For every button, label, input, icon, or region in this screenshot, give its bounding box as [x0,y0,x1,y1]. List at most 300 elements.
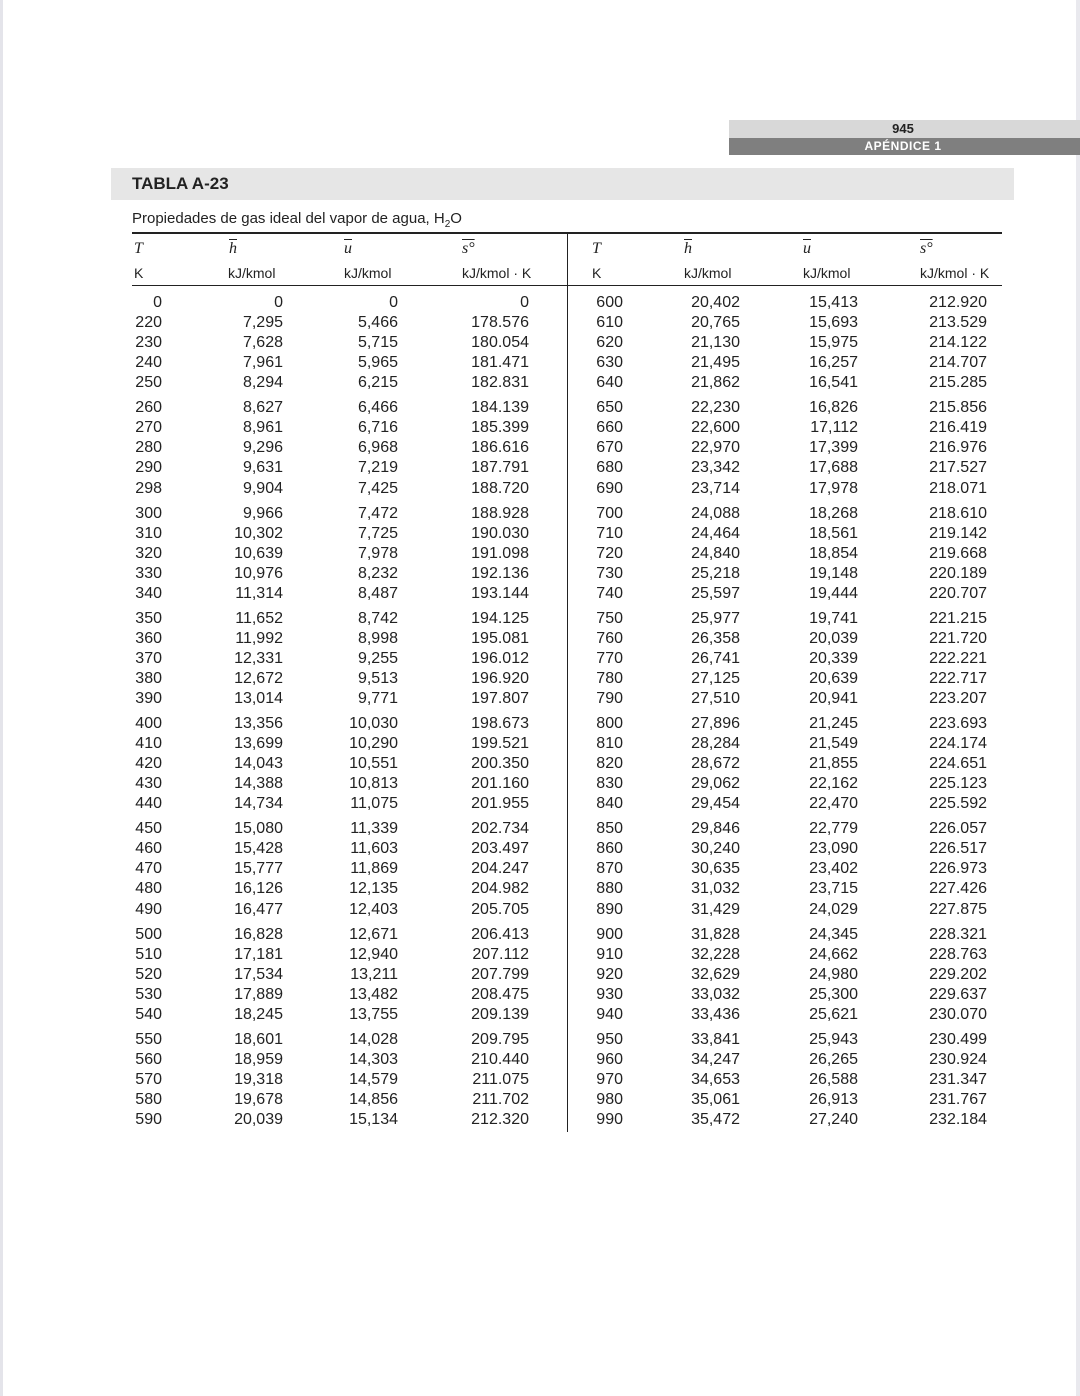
left-internal-energy-cell: 6,716 [357,419,398,437]
left-internal-energy-cell: 13,211 [350,965,398,983]
right-temperature-cell: 630 [596,354,623,372]
left-temperature-cell: 390 [135,690,162,707]
left-temperature-cell: 570 [135,1070,162,1088]
left-enthalpy-cell: 11,652 [235,609,283,627]
right-enthalpy-cell: 23,714 [691,479,740,497]
right-temperature-cell: 960 [596,1050,623,1068]
right-entropy-cell: 228.763 [929,945,987,963]
right-entropy-cell: 213.529 [929,314,987,332]
left-internal-energy-cell: 8,742 [357,609,398,627]
left-internal-energy-cell: 10,290 [349,735,398,752]
right-entropy-cell: 229.202 [929,965,987,983]
left-enthalpy-cell: 8,627 [242,399,283,417]
right-enthalpy-cell: 32,629 [691,965,740,983]
right-enthalpy-cell: 20,402 [691,294,740,311]
right-enthalpy-cell: 21,130 [691,334,740,352]
right-temperature-cell: 970 [596,1070,623,1088]
left-temperature-cell: 370 [135,649,162,667]
left-entropy-cell: 178.576 [471,314,529,332]
left-enthalpy-cell: 9,904 [242,479,283,497]
right-internal-energy-cell: 19,741 [809,609,858,627]
right-internal-energy-cell: 25,943 [809,1030,858,1048]
header-symbol-s: s° [462,240,475,257]
left-internal-energy-cell: 10,813 [349,775,398,793]
left-temperature-cell: 410 [135,735,162,752]
right-entropy-cell: 222.717 [929,669,987,687]
left-entropy-cell: 180.054 [471,334,529,352]
right-enthalpy-cell: 29,062 [691,775,740,793]
right-enthalpy-cell: 30,240 [691,840,740,858]
right-temperature-cell: 820 [596,755,623,773]
left-enthalpy-cell: 19,678 [234,1090,283,1108]
left-temperature-cell: 270 [135,419,162,437]
left-enthalpy-cell: 16,126 [234,880,283,898]
left-entropy-cell: 210.440 [471,1050,529,1068]
right-internal-energy-cell: 17,112 [810,419,858,437]
left-internal-energy-cell: 5,965 [357,354,398,372]
right-temperature-cell: 690 [596,479,623,497]
right-entropy-cell: 224.651 [929,755,987,773]
right-temperature-cell: 720 [596,544,623,562]
left-internal-energy-cell: 9,513 [357,669,398,687]
right-enthalpy-cell: 25,218 [691,564,740,582]
left-temperature-cell: 230 [135,334,162,352]
left-temperature-cell: 460 [135,840,162,858]
left-internal-energy-cell: 15,134 [349,1111,398,1128]
table-caption [132,210,462,230]
left-entropy-cell: 0 [520,294,529,311]
right-internal-energy-cell: 23,715 [809,880,858,898]
left-entropy-cell: 196.920 [471,669,529,687]
right-entropy-cell: 212.920 [929,294,987,311]
left-entropy-cell: 201.160 [471,775,529,793]
left-temperature-cell: 490 [135,900,162,918]
right-internal-energy-cell: 20,339 [809,649,858,667]
left-internal-energy-cell: 11,603 [350,840,398,858]
left-internal-energy-cell: 5,715 [357,334,398,352]
right-temperature-cell: 930 [596,985,623,1003]
left-temperature-cell: 510 [135,945,162,963]
right-temperature-cell: 870 [596,860,623,878]
right-enthalpy-cell: 26,741 [691,649,740,667]
right-entropy-cell: 230.499 [929,1030,987,1048]
right-enthalpy-cell: 22,970 [691,439,740,457]
header-symbol-u-right: $\overline{u}$ [803,240,811,257]
right-internal-energy-cell: 20,941 [809,690,858,707]
left-entropy-cell: 190.030 [471,524,529,542]
header-unit-s-right: kJ/kmol · K [920,265,990,281]
right-entropy-cell: 230.070 [929,1005,987,1023]
left-temperature-cell: 500 [135,925,162,943]
left-enthalpy-cell: 10,976 [234,564,283,582]
left-internal-energy-cell: 9,771 [357,690,398,707]
right-temperature-cell: 750 [596,609,623,627]
right-entropy-cell: 219.668 [929,544,987,562]
caption-subscript: 2 [444,219,451,230]
left-internal-energy-cell: 12,671 [349,925,398,943]
left-enthalpy-cell: 16,828 [234,925,283,943]
right-entropy-cell: 230.924 [929,1050,987,1068]
right-enthalpy-cell: 29,454 [691,795,740,813]
header-unit-h-right: kJ/kmol [684,265,732,281]
left-entropy-cell: 208.475 [471,985,529,1003]
left-temperature-cell: 380 [135,669,162,687]
left-enthalpy-cell: 15,080 [234,820,283,838]
right-entropy-cell: 216.419 [929,419,987,437]
right-enthalpy-cell: 33,032 [691,985,740,1003]
right-enthalpy-cell: 34,653 [691,1070,740,1088]
left-entropy-cell: 193.144 [471,584,529,602]
right-enthalpy-cell: 21,495 [691,354,740,372]
right-temperature-cell: 780 [596,669,623,687]
right-enthalpy-cell: 28,672 [691,755,740,773]
right-internal-energy-cell: 18,854 [809,544,858,562]
right-temperature-cell: 710 [596,524,623,542]
left-entropy-cell: 195.081 [471,629,529,647]
left-enthalpy-cell: 9,966 [242,504,283,522]
right-internal-energy-cell: 21,549 [809,735,858,752]
left-internal-energy-cell: 11,339 [350,820,398,838]
left-enthalpy-cell: 7,961 [242,354,283,372]
right-temperature-cell: 900 [596,925,623,943]
left-entropy-cell: 211.075 [472,1070,529,1088]
right-enthalpy-cell: 34,247 [691,1050,740,1068]
left-enthalpy-cell: 18,959 [234,1050,283,1068]
left-enthalpy-cell: 14,388 [234,775,283,793]
right-internal-energy-cell: 24,345 [809,925,858,943]
right-temperature-cell: 940 [596,1005,623,1023]
left-entropy-cell: 188.720 [471,479,529,497]
header-symbol-t: T [134,240,143,257]
left-entropy-cell: 205.705 [471,900,529,918]
right-temperature-cell: 730 [596,564,623,582]
right-internal-energy-cell: 15,693 [809,314,858,332]
right-internal-energy-cell: 23,402 [809,860,858,878]
left-internal-energy-cell: 7,725 [357,524,398,542]
left-entropy-cell: 212.320 [471,1111,529,1128]
right-enthalpy-cell: 22,230 [691,399,740,417]
right-enthalpy-cell: 31,429 [691,900,740,918]
right-internal-energy-cell: 19,148 [809,564,858,582]
right-internal-energy-cell: 17,688 [809,459,858,477]
right-enthalpy-cell: 20,765 [691,314,740,332]
right-temperature-cell: 700 [596,504,623,522]
right-temperature-cell: 620 [596,334,623,352]
left-entropy-cell: 192.136 [471,564,529,582]
left-internal-energy-cell: 13,755 [349,1005,398,1023]
right-temperature-cell: 810 [596,735,623,752]
left-temperature-cell: 320 [135,544,162,562]
caption-text: Propiedades de gas ideal del vapor de agua, H [132,210,445,227]
right-internal-energy-cell: 16,541 [809,374,858,392]
left-temperature-cell: 480 [135,880,162,898]
left-internal-energy-cell: 10,030 [349,715,398,732]
left-entropy-cell: 209.795 [471,1030,529,1048]
right-temperature-cell: 840 [596,795,623,813]
right-temperature-cell: 910 [596,945,623,963]
page-edge-left [0,0,3,1396]
left-temperature-cell: 420 [135,755,162,773]
left-internal-energy-cell: 12,940 [349,945,398,963]
right-internal-energy-cell: 19,444 [809,584,858,602]
left-enthalpy-cell: 11,314 [235,584,283,602]
left-temperature-cell: 340 [135,584,162,602]
right-temperature-cell: 830 [596,775,623,793]
left-temperature-cell: 540 [135,1005,162,1023]
right-temperature-cell: 600 [596,294,623,311]
left-entropy-cell: 204.247 [471,860,529,878]
right-internal-energy-cell: 18,561 [809,524,858,542]
appendix-label: APÉNDICE 1 [864,139,942,153]
left-temperature-cell: 400 [135,715,162,732]
left-entropy-cell: 191.098 [471,544,529,562]
left-entropy-cell: 196.012 [471,649,529,667]
left-entropy-cell: 211.702 [472,1090,529,1108]
left-temperature-cell: 360 [135,629,162,647]
header-symbol-u: $\overline{u}$ [344,240,352,257]
right-temperature-cell: 980 [596,1090,623,1108]
right-internal-energy-cell: 24,980 [809,965,858,983]
left-internal-energy-cell: 6,215 [357,374,398,392]
header-symbol-h-right: $\overline{h}$ [684,240,692,257]
left-entropy-cell: 181.471 [471,354,529,372]
right-entropy-cell: 214.707 [929,354,987,372]
left-enthalpy-cell: 17,889 [234,985,283,1003]
header-unit-h: kJ/kmol [228,265,276,281]
left-temperature-cell: 260 [135,399,162,417]
left-internal-energy-cell: 12,403 [349,900,398,918]
right-entropy-cell: 217.527 [929,459,987,477]
left-enthalpy-cell: 19,318 [234,1070,283,1088]
right-enthalpy-cell: 31,032 [691,880,740,898]
right-temperature-cell: 950 [596,1030,623,1048]
left-entropy-cell: 203.497 [471,840,529,858]
right-internal-energy-cell: 22,162 [809,775,858,793]
right-enthalpy-cell: 24,088 [691,504,740,522]
right-enthalpy-cell: 35,472 [691,1111,740,1128]
left-enthalpy-cell: 8,961 [242,419,283,437]
right-enthalpy-cell: 30,635 [691,860,740,878]
left-temperature-cell: 240 [135,354,162,372]
left-entropy-cell: 209.139 [471,1005,529,1023]
left-internal-energy-cell: 0 [389,294,398,311]
left-enthalpy-cell: 14,043 [234,755,283,773]
left-temperature-cell: 280 [135,439,162,457]
right-enthalpy-cell: 26,358 [691,629,740,647]
header-unit-u: kJ/kmol [344,265,392,281]
left-temperature-cell: 470 [135,860,162,878]
right-enthalpy-cell: 32,228 [691,945,740,963]
left-enthalpy-cell: 13,356 [234,715,283,732]
left-temperature-cell: 550 [135,1030,162,1048]
right-entropy-cell: 229.637 [929,985,987,1003]
right-enthalpy-cell: 33,436 [691,1005,740,1023]
left-enthalpy-cell: 10,639 [234,544,283,562]
right-enthalpy-cell: 24,840 [691,544,740,562]
left-internal-energy-cell: 9,255 [357,649,398,667]
left-entropy-cell: 198.673 [471,715,529,732]
left-entropy-cell: 200.350 [471,755,529,773]
right-entropy-cell: 225.592 [929,795,987,813]
right-entropy-cell: 221.215 [929,609,987,627]
right-entropy-cell: 225.123 [929,775,987,793]
right-entropy-cell: 218.071 [929,479,987,497]
right-entropy-cell: 214.122 [929,334,987,352]
right-internal-energy-cell: 17,399 [809,439,858,457]
right-internal-energy-cell: 26,913 [809,1090,858,1108]
right-entropy-cell: 232.184 [929,1111,987,1128]
header-unit-u-right: kJ/kmol [803,265,851,281]
left-internal-energy-cell: 7,472 [357,504,398,522]
right-entropy-cell: 227.426 [929,880,987,898]
right-temperature-cell: 890 [596,900,623,918]
right-internal-energy-cell: 22,779 [809,820,858,838]
left-entropy-cell: 197.807 [471,690,529,707]
right-internal-energy-cell: 16,826 [809,399,858,417]
right-temperature-cell: 790 [596,690,623,707]
left-temperature-cell: 330 [135,564,162,582]
left-internal-energy-cell: 6,466 [357,399,398,417]
right-enthalpy-cell: 25,597 [691,584,740,602]
left-entropy-cell: 188.928 [471,504,529,522]
right-internal-energy-cell: 26,588 [809,1070,858,1088]
right-entropy-cell: 226.973 [929,860,987,878]
left-enthalpy-cell: 9,631 [242,459,283,477]
right-internal-energy-cell: 27,240 [809,1111,858,1128]
left-entropy-cell: 182.831 [471,374,529,392]
left-enthalpy-cell: 13,014 [234,690,283,707]
left-internal-energy-cell: 8,232 [357,564,398,582]
right-temperature-cell: 880 [596,880,623,898]
right-temperature-cell: 740 [596,584,623,602]
right-temperature-cell: 760 [596,629,623,647]
right-entropy-cell: 231.347 [929,1070,987,1088]
left-temperature-cell: 310 [135,524,162,542]
left-enthalpy-cell: 10,302 [234,524,283,542]
right-enthalpy-cell: 35,061 [691,1090,740,1108]
left-temperature-cell: 430 [135,775,162,793]
right-internal-energy-cell: 17,978 [809,479,858,497]
right-internal-energy-cell: 25,621 [809,1005,858,1023]
left-temperature-cell: 530 [135,985,162,1003]
left-temperature-cell: 350 [135,609,162,627]
left-enthalpy-cell: 17,534 [234,965,283,983]
left-entropy-cell: 185.399 [471,419,529,437]
left-internal-energy-cell: 13,482 [349,985,398,1003]
left-temperature-cell: 300 [135,504,162,522]
right-enthalpy-cell: 33,841 [691,1030,740,1048]
page-number: 945 [892,121,914,136]
right-internal-energy-cell: 16,257 [809,354,858,372]
page-edge-right [1076,0,1080,1396]
right-entropy-cell: 224.174 [929,735,987,752]
left-internal-energy-cell: 10,551 [349,755,398,773]
right-enthalpy-cell: 23,342 [691,459,740,477]
right-internal-energy-cell: 21,245 [809,715,858,732]
right-entropy-cell: 215.856 [929,399,987,417]
right-enthalpy-cell: 24,464 [691,524,740,542]
right-entropy-cell: 227.875 [929,900,987,918]
right-entropy-cell: 221.720 [929,629,987,647]
left-enthalpy-cell: 13,699 [234,735,283,752]
left-temperature-cell: 220 [135,314,162,332]
left-enthalpy-cell: 17,181 [234,945,283,963]
left-enthalpy-cell: 11,992 [235,629,283,647]
left-enthalpy-cell: 14,734 [234,795,283,813]
right-internal-energy-cell: 18,268 [809,504,858,522]
left-temperature-cell: 450 [135,820,162,838]
left-entropy-cell: 199.521 [471,735,529,752]
header-symbol-h: $\overline{h}$ [229,240,237,257]
table-title-band [111,168,1014,200]
right-enthalpy-cell: 27,896 [691,715,740,732]
left-entropy-cell: 207.112 [472,945,529,963]
left-enthalpy-cell: 8,294 [242,374,283,392]
left-internal-energy-cell: 8,998 [357,629,398,647]
left-internal-energy-cell: 14,303 [349,1050,398,1068]
right-temperature-cell: 990 [596,1111,623,1128]
left-internal-energy-cell: 5,466 [357,314,398,332]
right-entropy-cell: 215.285 [929,374,987,392]
left-enthalpy-cell: 18,245 [234,1005,283,1023]
right-temperature-cell: 920 [596,965,623,983]
left-enthalpy-cell: 7,295 [242,314,283,332]
right-internal-energy-cell: 21,855 [809,755,858,773]
left-entropy-cell: 206.413 [471,925,529,943]
header-unit-t-right: K [592,265,602,281]
left-temperature-cell: 250 [135,374,162,392]
right-temperature-cell: 850 [596,820,623,838]
left-internal-energy-cell: 7,978 [357,544,398,562]
right-internal-energy-cell: 26,265 [809,1050,858,1068]
left-entropy-cell: 207.799 [471,965,529,983]
left-internal-energy-cell: 7,219 [357,459,398,477]
right-internal-energy-cell: 15,413 [809,294,858,311]
left-enthalpy-cell: 0 [274,294,283,311]
left-entropy-cell: 187.791 [471,459,529,477]
left-internal-energy-cell: 14,028 [349,1030,398,1048]
right-internal-energy-cell: 20,039 [809,629,858,647]
right-internal-energy-cell: 15,975 [809,334,858,352]
caption-text-end: O [450,210,462,227]
right-temperature-cell: 770 [596,649,623,667]
right-entropy-cell: 222.221 [929,649,987,667]
left-internal-energy-cell: 14,856 [349,1090,398,1108]
right-entropy-cell: 219.142 [929,524,987,542]
left-enthalpy-cell: 12,331 [234,649,283,667]
left-entropy-cell: 186.616 [471,439,529,457]
right-internal-energy-cell: 25,300 [809,985,858,1003]
right-internal-energy-cell: 24,662 [809,945,858,963]
right-enthalpy-cell: 27,125 [691,669,740,687]
right-temperature-cell: 670 [596,439,623,457]
left-enthalpy-cell: 20,039 [234,1111,283,1128]
right-entropy-cell: 220.707 [929,584,987,602]
left-entropy-cell: 204.982 [471,880,529,898]
left-internal-energy-cell: 8,487 [357,584,398,602]
left-enthalpy-cell: 7,628 [242,334,283,352]
table-title: TABLA A-23 [132,174,229,193]
right-enthalpy-cell: 25,977 [691,609,740,627]
header-unit-t: K [134,265,144,281]
right-temperature-cell: 800 [596,715,623,732]
right-temperature-cell: 610 [596,314,623,332]
right-enthalpy-cell: 31,828 [691,925,740,943]
right-enthalpy-cell: 29,846 [691,820,740,838]
right-entropy-cell: 223.207 [929,690,987,707]
table-center-divider [567,233,568,1132]
header-symbol-t-right: T [592,240,601,257]
